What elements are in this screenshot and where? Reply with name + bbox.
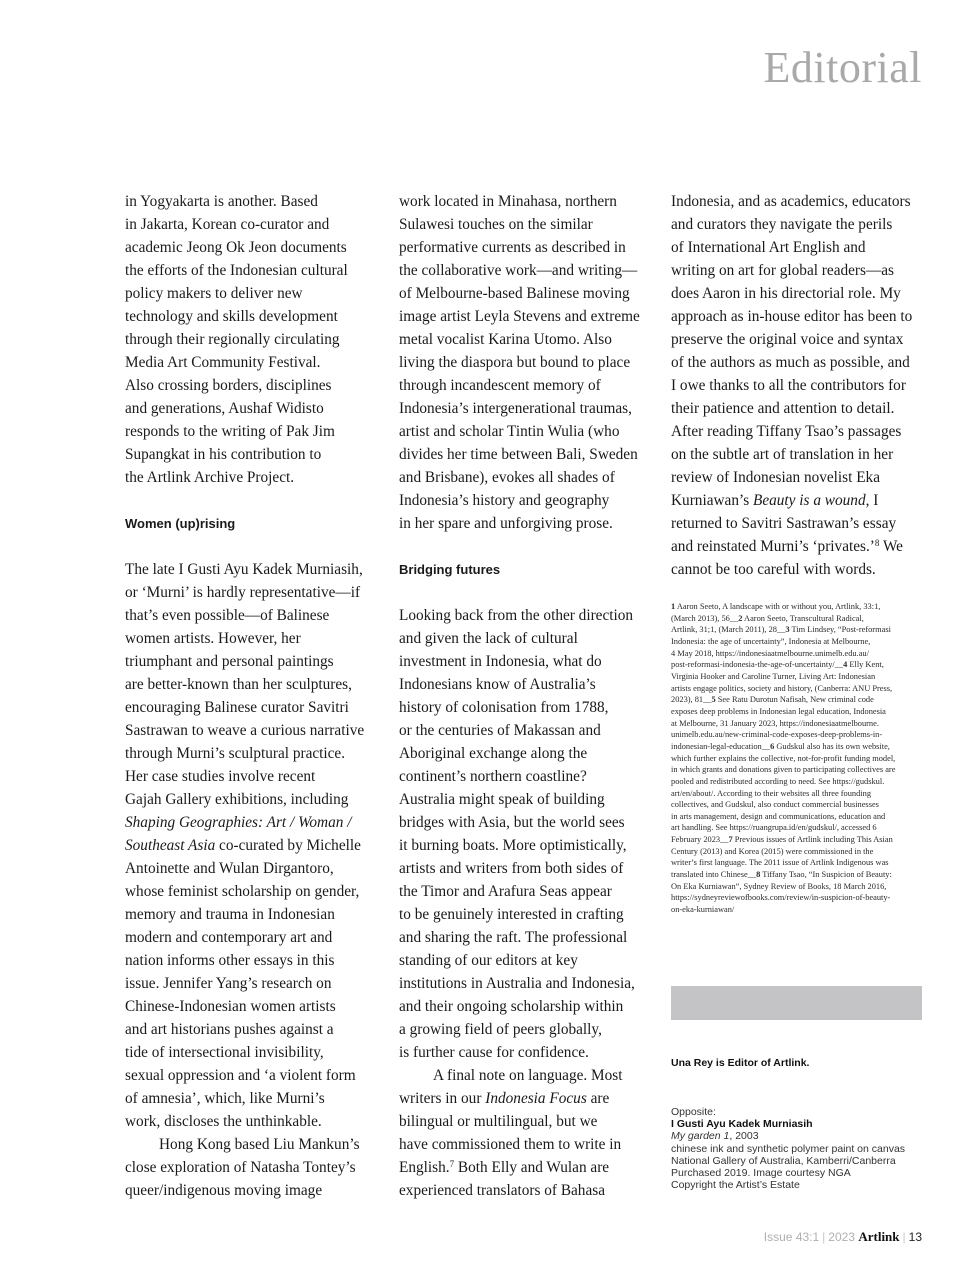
text-line: Australia might speak of building bbox=[399, 791, 605, 808]
text-line: Sastrawan to weave a curious narrative bbox=[125, 722, 365, 739]
text-line: close exploration of Natasha Tontey’s bbox=[125, 1159, 356, 1176]
paragraph-diaspora bbox=[399, 190, 661, 535]
text-line: image artist Leyla Stevens and extreme bbox=[399, 308, 640, 325]
text-line: and given the lack of cultural bbox=[399, 630, 578, 647]
footnote-line: at Melbourne, 31 January 2023, https://indonesiaatmelbourne. bbox=[671, 718, 879, 728]
footnote-line: (March 2013), 56__2 Aaron Seeto, Transcultural Radical, bbox=[671, 613, 864, 623]
text-line: work located in Minahasa, northern bbox=[399, 193, 617, 210]
text: and reinstated Murni’s ‘privates.’ bbox=[671, 538, 875, 555]
text-line: and their ongoing scholarship within bbox=[399, 998, 624, 1015]
footnote-line: Artlink, 31;1, (March 2011), 28__3 Tim Lindsey, “Post-reformasi bbox=[671, 625, 891, 635]
book-title: Beauty is a wound bbox=[753, 492, 866, 509]
caption-copyright: Copyright the Artist’s Estate bbox=[671, 1179, 800, 1192]
text-line: Indonesia’s intergenerational traumas, bbox=[399, 400, 632, 417]
text-line: queer/indigenous moving image bbox=[125, 1182, 323, 1199]
footnote-line: February 2023__7 Previous issues of Artlink including This Asian bbox=[671, 835, 893, 845]
text-line: in her spare and unforgiving prose. bbox=[399, 515, 613, 532]
footnote-line: translated into Chinese__8 Tiffany Tsao, “In Suspicion of Beauty: bbox=[671, 870, 892, 880]
text-line: is further cause for confidence. bbox=[399, 1044, 589, 1061]
issue-number: Issue 43:1 bbox=[763, 1230, 820, 1244]
caption-label: Opposite: bbox=[671, 1106, 716, 1118]
text-line: Chinese-Indonesian women artists bbox=[125, 998, 336, 1015]
footnote-ref-7[interactable]: 7 bbox=[449, 1159, 455, 1169]
text-line: The late I Gusti Ayu Kadek Murniasih, bbox=[125, 561, 363, 578]
subheading-bridging-futures: Bridging futures bbox=[399, 562, 501, 577]
footnote-line: post-reformasi-indonesia-the-age-of-uncertainty/__4 Elly Kent, bbox=[671, 660, 884, 670]
subheading-women-uprising: Women (up)rising bbox=[125, 516, 236, 531]
text-line: and sharing the raft. The professional bbox=[399, 929, 628, 946]
text: writers in our bbox=[399, 1090, 486, 1107]
paragraph-liu-mankun bbox=[125, 1133, 387, 1202]
text-line: Antoinette and Wulan Dirgantoro, bbox=[125, 860, 334, 877]
text-line: Indonesia, and as academics, educators bbox=[671, 193, 911, 210]
footnote-line: unimelb.edu.au/new-criminal-code-exposes-deep-problems-in- bbox=[671, 730, 883, 740]
text-line: whose feminist scholarship on gender, bbox=[125, 883, 360, 900]
text-line: of Melbourne-based Balinese moving bbox=[399, 285, 630, 302]
text-line: a growing field of peers globally, bbox=[399, 1021, 602, 1038]
text-line: Her case studies involve recent bbox=[125, 768, 316, 785]
text: We bbox=[879, 538, 903, 555]
text-line: academic Jeong Ok Jeon documents bbox=[125, 239, 347, 256]
text-line: review of Indonesian novelist Eka bbox=[671, 469, 880, 486]
text-line: writing on art for global readers—as bbox=[671, 262, 895, 279]
page-footer: Issue 43:1 | 2023 Artlink | 13 bbox=[763, 1229, 922, 1244]
caption-artwork-title: My garden 1 bbox=[671, 1130, 730, 1143]
text-line: memory and trauma in Indonesian bbox=[125, 906, 335, 923]
text-line: policy makers to deliver new bbox=[125, 285, 303, 302]
caption-year: , 2003 bbox=[729, 1130, 759, 1143]
text-line: history of colonisation from 1788, bbox=[399, 699, 609, 716]
footnote-line: Century (2013) and Korea (2015) were commissioned in the bbox=[671, 846, 874, 856]
text-line: through their regionally circulating bbox=[125, 331, 340, 348]
text-line: work, discloses the unthinkable. bbox=[125, 1113, 322, 1130]
footnote-line: on-eka-kurniawan/ bbox=[671, 905, 735, 915]
footnote-line: pooled and redistributed according to need. See https://gudskul. bbox=[671, 776, 885, 786]
text-line: Aboriginal exchange along the bbox=[399, 745, 588, 762]
text-line: in Yogyakarta is another. Based bbox=[125, 193, 318, 210]
text: , I bbox=[865, 492, 879, 509]
text-line: After reading Tiffany Tsao’s passages bbox=[671, 423, 902, 440]
paragraph-murni bbox=[125, 558, 387, 1133]
text: Kurniawan’s bbox=[671, 492, 753, 509]
text-line: cannot be too careful with words. bbox=[671, 561, 876, 578]
footnote-line: collectives, and Gudskul, also conduct commercial businesses bbox=[671, 800, 879, 810]
text-line: of amnesia’, which, like Murni’s bbox=[125, 1090, 325, 1107]
article-column-3 bbox=[671, 190, 933, 581]
issue-focus-title: Indonesia Focus bbox=[485, 1090, 587, 1107]
text-line: in Jakarta, Korean co-curator and bbox=[125, 216, 330, 233]
text-line: Hong Kong based Liu Mankun’s bbox=[159, 1136, 360, 1153]
text-line: Supangkat in his contribution to bbox=[125, 446, 322, 463]
text-line: or the centuries of Makassan and bbox=[399, 722, 601, 739]
magazine-brand: Artlink bbox=[858, 1229, 900, 1244]
text-line: encouraging Balinese curator Savitri bbox=[125, 699, 349, 716]
text-line: standing of our editors at key bbox=[399, 952, 578, 969]
text-line: Sulawesi touches on the similar bbox=[399, 216, 593, 233]
footnote-line: in which grants and donations given to participating collectives are bbox=[671, 765, 896, 775]
text: are bbox=[586, 1090, 610, 1107]
text-line: technology and skills development bbox=[125, 308, 338, 325]
text-line: institutions in Australia and Indonesia, bbox=[399, 975, 635, 992]
text-line: Looking back from the other direction bbox=[399, 607, 634, 624]
text-line: experienced translators of Bahasa bbox=[399, 1182, 605, 1199]
text-line: the efforts of the Indonesian cultural bbox=[125, 262, 348, 279]
text-line: nation informs other essays in this bbox=[125, 952, 335, 969]
text-line: the Artlink Archive Project. bbox=[125, 469, 295, 486]
text-line: the collaborative work—and writing— bbox=[399, 262, 638, 279]
footnote-line: artists engage politics, society and history, (Canberra: ANU Press, bbox=[671, 683, 893, 693]
text-line: bridges with Asia, but the world sees bbox=[399, 814, 625, 831]
footnote-line: On Eka Kurniawan”, Sydney Review of Books, 18 March 2016, bbox=[671, 881, 887, 891]
text-line: artist and scholar Tintin Wulia (who bbox=[399, 423, 620, 440]
text-line: have commissioned them to write in bbox=[399, 1136, 622, 1153]
text-line: the Timor and Arafura Seas appear bbox=[399, 883, 612, 900]
text-line: of the authors as much as possible, and bbox=[671, 354, 910, 371]
text-line: through incandescent memory of bbox=[399, 377, 601, 394]
text-line: on the subtle art of translation in her bbox=[671, 446, 894, 463]
article-column-2 bbox=[399, 190, 661, 1202]
text-line: sexual oppression and ‘a violent form bbox=[125, 1067, 356, 1084]
text-line: triumphant and personal paintings bbox=[125, 653, 334, 670]
text-line: women artists. However, her bbox=[125, 630, 301, 647]
text: English. bbox=[399, 1159, 450, 1176]
text-line: issue. Jennifer Yang’s research on bbox=[125, 975, 332, 992]
text-line: Media Art Community Festival. bbox=[125, 354, 321, 371]
paragraph-intro-end bbox=[125, 190, 387, 489]
issue-year: 2023 bbox=[828, 1230, 855, 1244]
footnote-line: exposes deep problems in Indonesian legal education, Indonesia bbox=[671, 706, 886, 716]
text-line: through Murni’s sculptural practice. bbox=[125, 745, 346, 762]
text-line: modern and contemporary art and bbox=[125, 929, 333, 946]
text-line: metal vocalist Karina Utomo. Also bbox=[399, 331, 612, 348]
text-line: it burning boats. More optimistically, bbox=[399, 837, 627, 854]
paragraph-translators bbox=[671, 190, 933, 581]
footnote-line: writer’s first language. The 2011 issue of Artlink Indigenous was bbox=[671, 858, 889, 868]
footnote-line: 1 Aaron Seeto, A landscape with or without you, Artlink, 33:1, bbox=[671, 602, 881, 611]
text: co-curated by Michelle bbox=[215, 837, 361, 854]
caption-credit: Purchased 2019. Image courtesy NGA bbox=[671, 1167, 851, 1180]
text-line: tide of intersectional invisibility, bbox=[125, 1044, 324, 1061]
exhibition-title-cont: Southeast Asia bbox=[125, 837, 216, 854]
text-line: investment in Indonesia, what do bbox=[399, 653, 602, 670]
text: Both Elly and Wulan are bbox=[454, 1159, 610, 1176]
text-line: A final note on language. Most bbox=[433, 1067, 623, 1084]
footnote-line: in arts management, design and communications, education and bbox=[671, 811, 886, 821]
author-bio: Una Rey is Editor of Artlink. bbox=[671, 1057, 810, 1069]
text-line: bilingual or multilingual, but we bbox=[399, 1113, 598, 1130]
caption-medium: chinese ink and synthetic polymer paint on canvas bbox=[671, 1142, 906, 1155]
paragraph-looking-back bbox=[399, 604, 661, 1064]
text-line: of International Art English and bbox=[671, 239, 866, 256]
footnote-line: https://sydneyreviewofbooks.com/review/in-suspicion-of-beauty- bbox=[671, 893, 891, 903]
footnote-line: art/en/about/. According to their websites all three founding bbox=[671, 788, 872, 798]
text-line: and Brisbane), evokes all shades of bbox=[399, 469, 615, 486]
text-line: Indonesians know of Australia’s bbox=[399, 676, 596, 693]
footnote-line: 2023), 81__5 See Ratu Durotun Nafisah, New criminal code bbox=[671, 695, 874, 705]
text-line: Also crossing borders, disciplines bbox=[125, 377, 332, 394]
text-line: I owe thanks to all the contributors for bbox=[671, 377, 906, 394]
footnotes bbox=[671, 601, 927, 916]
text-line: does Aaron in his directorial role. My bbox=[671, 285, 901, 302]
text-line: artists and writers from both sides of bbox=[399, 860, 624, 877]
text-line: living the diaspora but bound to place bbox=[399, 354, 631, 371]
paragraph-final-note bbox=[399, 1064, 661, 1202]
text-line: divides her time between Bali, Sweden bbox=[399, 446, 638, 463]
text-line: returned to Savitri Sastrawan’s essay bbox=[671, 515, 897, 532]
caption-artist: I Gusti Ayu Kadek Murniasih bbox=[671, 1118, 813, 1131]
article-column-1 bbox=[125, 190, 387, 1202]
caption-collection: National Gallery of Australia, Kamberri/Canberra bbox=[671, 1154, 896, 1167]
section-title: Editorial bbox=[763, 43, 922, 92]
footnote-line: art handling. See https://ruangrupa.id/en/gudskul/, accessed 6 bbox=[671, 823, 877, 833]
text-line: their patience and attention to detail. bbox=[671, 400, 895, 417]
footnote-line: Virginia Hooker and Caroline Turner, Living Art: Indonesian bbox=[671, 671, 876, 681]
footnote-line: indonesian-legal-education__6 Gudskul also has its own website, bbox=[671, 741, 890, 751]
text-line: responds to the writing of Pak Jim bbox=[125, 423, 335, 440]
text-line: to be genuinely interested in crafting bbox=[399, 906, 624, 923]
text-line: approach as in-house editor has been to bbox=[671, 308, 913, 325]
text-line: are better-known than her sculptures, bbox=[125, 676, 352, 693]
text-line: and curators they navigate the perils bbox=[671, 216, 893, 233]
text-line: and generations, Aushaf Widisto bbox=[125, 400, 324, 417]
text-line: Indonesia’s history and geography bbox=[399, 492, 610, 509]
image-caption bbox=[671, 1106, 931, 1191]
text-line: preserve the original voice and syntax bbox=[671, 331, 904, 348]
image-placeholder-bar bbox=[671, 986, 922, 1020]
text-line: or ‘Murni’ is hardly representative—if bbox=[125, 584, 361, 601]
footnote-line: Indonesia: the age of uncertainty”, Indonesia at Melbourne, bbox=[671, 636, 871, 646]
text-line: and art historians pushes against a bbox=[125, 1021, 334, 1038]
text-line: that’s even possible—of Balinese bbox=[125, 607, 330, 624]
footnote-ref-8[interactable]: 8 bbox=[874, 538, 880, 548]
page-number: 13 bbox=[908, 1230, 922, 1244]
footnote-line: which further explains the collective, not-for-profit funding model, bbox=[671, 753, 896, 763]
text-line: performative currents as described in bbox=[399, 239, 626, 256]
exhibition-title: Shaping Geographies: Art / Woman / bbox=[125, 814, 352, 831]
text-line: continent’s northern coastline? bbox=[399, 768, 587, 785]
text-line: Gajah Gallery exhibitions, including bbox=[125, 791, 349, 808]
footnote-line: 4 May 2018, https://indonesiaatmelbourne.unimelb.edu.au/ bbox=[671, 648, 869, 658]
